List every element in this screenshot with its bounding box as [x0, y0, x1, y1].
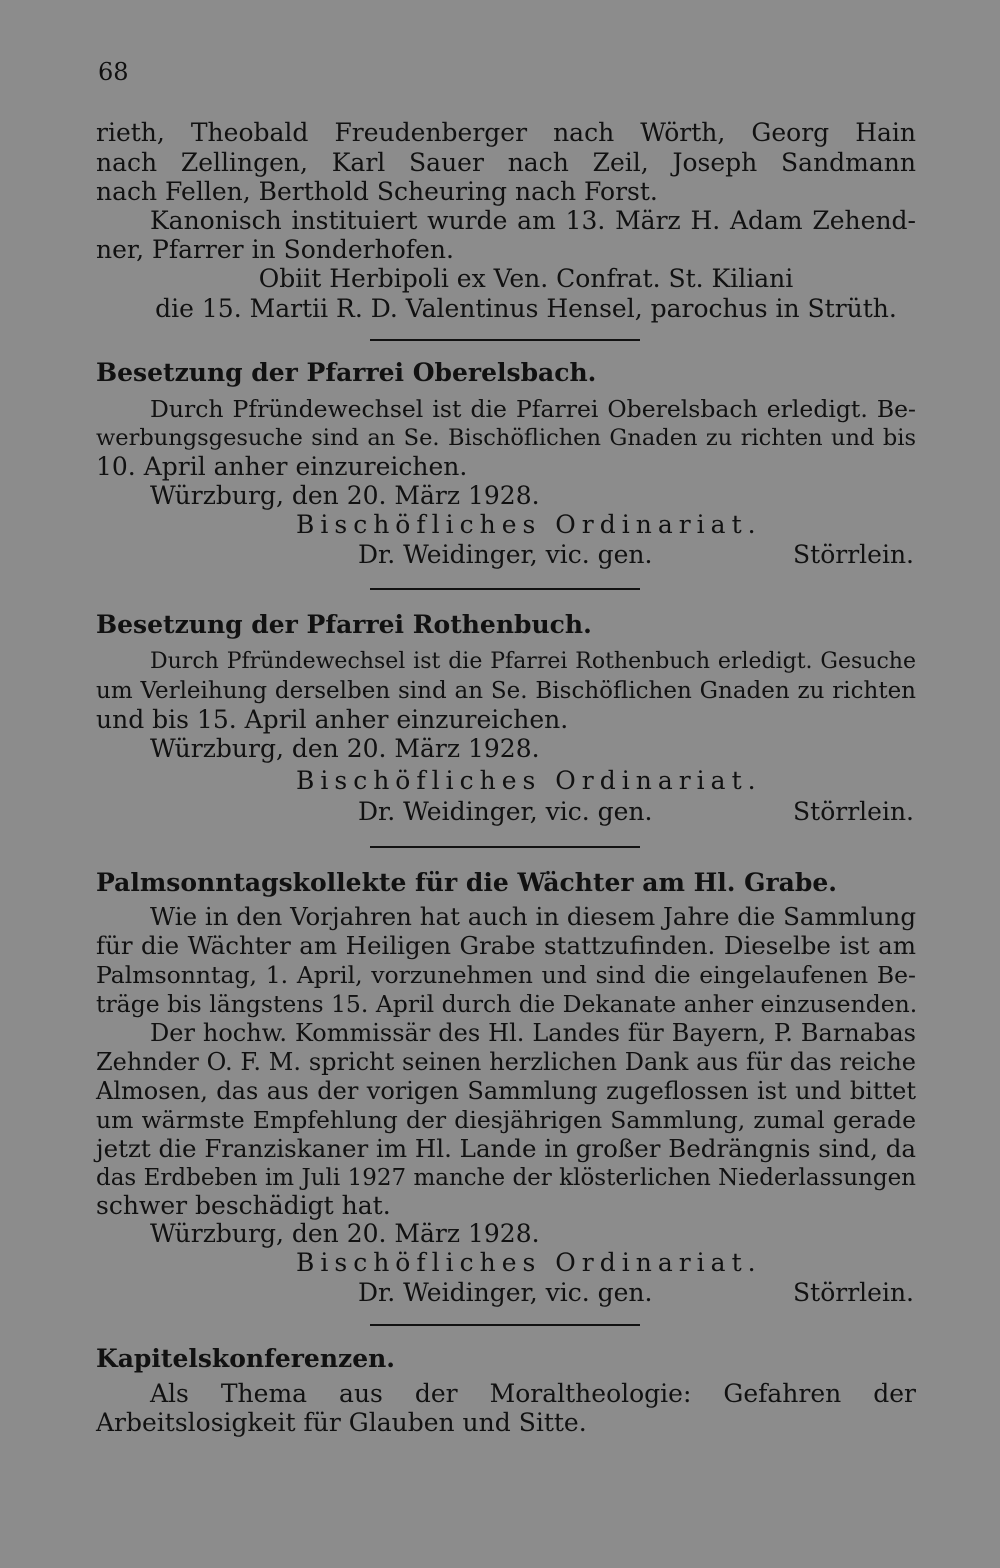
body-line: jetzt die Franziskaner im Hl. Lande in großer Bedrängnis sind, da [96, 1134, 916, 1163]
obit-line: die 15. Martii R. D. Valentinus Hensel, parochus in Strüth. [155, 294, 897, 323]
body-line: Zehnder O. F. M. spricht seinen herzlichen Dank aus für das reiche [96, 1048, 916, 1076]
section-divider [370, 846, 640, 848]
intro-line: rieth, Theobald Freudenberger nach Wörth, Georg Hain [96, 118, 916, 147]
obit-line: Obiit Herbipoli ex Ven. Confrat. St. Kiliani [258, 264, 794, 293]
section-heading: Kapitelskonferenzen. [96, 1344, 395, 1373]
body-line: Durch Pfründewechsel ist die Pfarrei Rothenbuch erledigt. Gesuche [150, 649, 916, 674]
office-name: Bischöfliches Ordinariat. [296, 510, 762, 539]
place-date: Würzburg, den 20. März 1928. [150, 734, 540, 763]
body-line: für die Wächter am Heiligen Grabe stattzufinden. Dieselbe ist am [96, 931, 916, 960]
body-line: und bis 15. April anher einzureichen. [96, 705, 569, 734]
body-line: Der hochw. Kommissär des Hl. Landes für Bayern, P. Barnabas [150, 1019, 916, 1047]
section-heading: Palmsonntagskollekte für die Wächter am Hl. Grabe. [96, 868, 837, 897]
intro-line: Kanonisch instituiert wurde am 13. März H. Adam Zehend- [150, 206, 916, 235]
section-divider [370, 339, 640, 341]
body-line: 10. April anher einzureichen. [96, 452, 468, 481]
signer-right: Störrlein. [793, 540, 914, 569]
body-line: Als Thema aus der Moraltheologie: Gefahren der [150, 1379, 916, 1408]
body-line: schwer beschädigt hat. [96, 1191, 391, 1220]
intro-line: ner, Pfarrer in Sonderhofen. [96, 235, 454, 264]
body-line: Wie in den Vorjahren hat auch in diesem Jahre die Sammlung [150, 902, 916, 931]
intro-line: nach Zellingen, Karl Sauer nach Zeil, Joseph Sandmann [96, 148, 916, 177]
body-line: träge bis längstens 15. April durch die Dekanate anher einzusenden. [96, 990, 918, 1018]
body-line: Durch Pfründewechsel ist die Pfarrei Oberelsbach erledigt. Be- [150, 395, 916, 423]
signer-left: Dr. Weidinger, vic. gen. [358, 540, 653, 569]
body-line: Almosen, das aus der vorigen Sammlung zugeflossen ist und bittet [96, 1077, 916, 1105]
body-line: werbungsgesuche sind an Se. Bischöflichen Gnaden zu richten und bis [96, 425, 916, 451]
body-line: das Erdbeben im Juli 1927 manche der klösterlichen Niederlassungen [96, 1165, 916, 1191]
section-divider [370, 1324, 640, 1326]
signer-left: Dr. Weidinger, vic. gen. [358, 1278, 653, 1307]
section-divider [370, 588, 640, 590]
signer-right: Störrlein. [793, 1278, 914, 1307]
office-name: Bischöfliches Ordinariat. [296, 766, 762, 795]
intro-line: nach Fellen, Berthold Scheuring nach Forst. [96, 177, 658, 206]
signer-left: Dr. Weidinger, vic. gen. [358, 797, 653, 826]
body-line: um Verleihung derselben sind an Se. Bischöflichen Gnaden zu richten [96, 678, 916, 704]
body-line: Palmsonntag, 1. April, vorzunehmen und sind die eingelaufenen Be- [96, 961, 916, 989]
page-number: 68 [98, 58, 129, 86]
body-line: um wärmste Empfehlung der diesjährigen Sammlung, zumal gerade [96, 1106, 916, 1134]
place-date: Würzburg, den 20. März 1928. [150, 1219, 540, 1248]
body-line: Arbeitslosigkeit für Glauben und Sitte. [96, 1408, 587, 1437]
place-date: Würzburg, den 20. März 1928. [150, 481, 540, 510]
signer-right: Störrlein. [793, 797, 914, 826]
section-heading: Besetzung der Pfarrei Rothenbuch. [96, 610, 592, 639]
section-heading: Besetzung der Pfarrei Oberelsbach. [96, 358, 597, 387]
office-name: Bischöfliches Ordinariat. [296, 1248, 762, 1277]
